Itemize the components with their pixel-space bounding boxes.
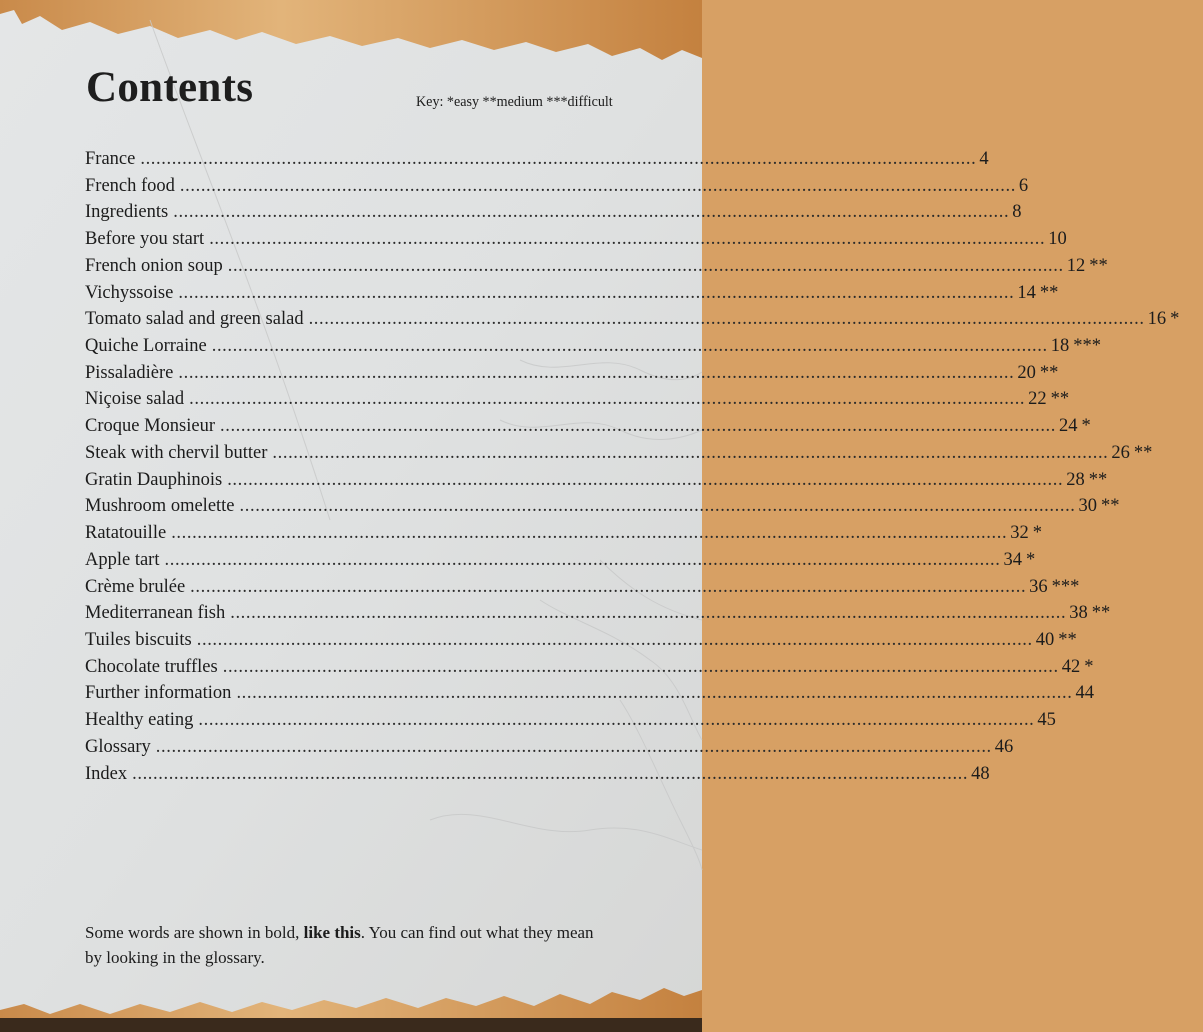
dot-leader: ................................................................................................................................................................ xyxy=(272,442,1109,463)
toc-entry-page: 20 xyxy=(1017,362,1036,383)
toc-entry[interactable] xyxy=(85,467,1108,494)
toc-entry-title: Tuiles biscuits xyxy=(85,629,192,650)
toc-entry-title: Crème brulée xyxy=(85,576,186,597)
toc-entry-page: 24 xyxy=(1059,416,1078,437)
toc-entry[interactable] xyxy=(85,440,1153,467)
dot-leader: ................................................................................................................................................................ xyxy=(222,656,1059,677)
toc-entry-title: Glossary xyxy=(85,736,151,757)
toc-entry-page: 38 xyxy=(1069,603,1088,624)
dot-leader: ................................................................................................................................................................ xyxy=(178,362,1015,383)
toc-entry[interactable] xyxy=(85,333,1101,360)
toc-entry-page: 12 xyxy=(1066,255,1086,276)
toc-entry[interactable] xyxy=(85,734,1014,761)
toc-entry-title: Mushroom omelette xyxy=(85,496,235,517)
toc-entry-page: 4 xyxy=(979,149,989,169)
toc-entry-difficulty: ** xyxy=(1039,362,1059,383)
glossary-note-text: Some words are shown in bold, xyxy=(85,923,304,942)
toc-entry[interactable] xyxy=(85,574,1080,601)
toc-entry-title: Mediterranean fish xyxy=(85,603,226,624)
dot-leader: ................................................................................................................................................................ xyxy=(196,629,1033,650)
dot-leader: ................................................................................................................................................................ xyxy=(236,683,1073,704)
toc-entry-title: Gratin Dauphinois xyxy=(85,469,223,490)
dot-leader: ................................................................................................................................................................ xyxy=(211,336,1048,357)
toc-entry-difficulty: * xyxy=(1081,416,1091,437)
toc-entry-page: 10 xyxy=(1048,229,1067,250)
toc-entry-page: 30 xyxy=(1078,496,1098,517)
toc-entry-difficulty: ** xyxy=(1058,629,1077,650)
dot-leader: ................................................................................................................................................................ xyxy=(132,763,969,784)
toc-entry-difficulty: ** xyxy=(1089,255,1108,276)
toc-entry-difficulty: * xyxy=(1170,309,1180,330)
toc-entry-page: 42 xyxy=(1061,656,1081,677)
toc-entry-page: 28 xyxy=(1066,469,1085,490)
toc-entry-title: Vichyssoise xyxy=(85,282,174,303)
page-title: Contents xyxy=(86,64,254,111)
toc-entry-difficulty: ** xyxy=(1050,389,1070,410)
toc-entry-difficulty: ** xyxy=(1133,442,1153,463)
toc-entry-difficulty: * xyxy=(1026,549,1036,570)
table-of-contents xyxy=(85,146,1180,787)
toc-entry-page: 8 xyxy=(1012,202,1022,223)
difficulty-key: Key: *easy **medium ***difficult xyxy=(416,94,613,110)
glossary-note-text-end: . You can find out what they mean by looking in the glossary. xyxy=(85,923,594,967)
glossary-note xyxy=(85,920,595,970)
toc-entry[interactable] xyxy=(85,761,990,788)
toc-entry-title: Ingredients xyxy=(85,202,169,223)
toc-entry-page: 48 xyxy=(971,763,990,784)
dot-leader: ................................................................................................................................................................ xyxy=(173,202,1010,223)
toc-entry-page: 26 xyxy=(1111,442,1130,463)
dot-leader: ................................................................................................................................................................ xyxy=(155,736,992,757)
dot-leader: ................................................................................................................................................................ xyxy=(164,549,1001,570)
dot-leader: ................................................................................................................................................................ xyxy=(171,523,1008,544)
toc-entry-page: 45 xyxy=(1037,710,1056,731)
toc-entry[interactable] xyxy=(85,680,1094,707)
toc-entry-title: French onion soup xyxy=(85,255,223,276)
toc-entry-page: 34 xyxy=(1003,549,1022,570)
toc-entry-title: France xyxy=(85,149,136,169)
dot-leader: ................................................................................................................................................................ xyxy=(227,469,1064,490)
toc-entry[interactable] xyxy=(85,600,1111,627)
toc-entry-difficulty: ** xyxy=(1091,603,1111,624)
toc-entry-title: Apple tart xyxy=(85,549,160,570)
toc-entry-page: 44 xyxy=(1075,683,1094,704)
toc-entry-title: Chocolate truffles xyxy=(85,656,218,677)
dot-leader: ................................................................................................................................................................ xyxy=(189,389,1026,410)
toc-entry[interactable] xyxy=(85,253,1108,280)
toc-entry-title: French food xyxy=(85,175,175,196)
toc-entry-difficulty: * xyxy=(1084,656,1094,677)
dot-leader: ................................................................................................................................................................ xyxy=(179,175,1016,196)
toc-entry[interactable] xyxy=(85,627,1077,654)
toc-entry[interactable] xyxy=(85,413,1091,440)
toc-entry[interactable] xyxy=(85,226,1067,253)
toc-entry[interactable] xyxy=(85,280,1059,307)
toc-entry-page: 36 xyxy=(1029,576,1048,597)
toc-entry-title: Tomato salad and green salad xyxy=(85,309,304,330)
toc-entry[interactable] xyxy=(85,360,1059,387)
dot-leader: ................................................................................................................................................................ xyxy=(198,710,1035,731)
dot-leader: ................................................................................................................................................................ xyxy=(190,576,1027,597)
toc-entry[interactable] xyxy=(85,173,1029,200)
toc-entry[interactable] xyxy=(85,654,1094,681)
toc-entry[interactable] xyxy=(85,707,1056,734)
dot-leader: ................................................................................................................................................................ xyxy=(140,149,977,169)
toc-entry-page: 18 xyxy=(1050,336,1070,357)
bottom-shadow xyxy=(0,1018,702,1032)
glossary-note-bold-example: like this xyxy=(303,923,361,942)
toc-entry[interactable] xyxy=(85,547,1036,574)
toc-entry-title: Niçoise salad xyxy=(85,389,185,410)
toc-entry-title: Quiche Lorraine xyxy=(85,336,207,357)
toc-entry-difficulty: * xyxy=(1032,523,1042,544)
toc-entry[interactable] xyxy=(85,386,1070,413)
toc-entry[interactable] xyxy=(85,306,1180,333)
toc-entry[interactable] xyxy=(85,520,1042,547)
toc-entry-difficulty: *** xyxy=(1073,336,1101,357)
toc-entry-page: 16 xyxy=(1147,309,1167,330)
dot-leader: ................................................................................................................................................................ xyxy=(178,282,1015,303)
toc-entry-title: Before you start xyxy=(85,229,205,250)
toc-entry-title: Ratatouille xyxy=(85,523,167,544)
toc-entry-page: 6 xyxy=(1018,175,1029,196)
dot-leader: ................................................................................................................................................................ xyxy=(227,255,1064,276)
dot-leader: ................................................................................................................................................................ xyxy=(230,603,1067,624)
toc-entry-title: Healthy eating xyxy=(85,710,194,731)
toc-entry-title: Pissaladière xyxy=(85,362,174,383)
dot-leader: ................................................................................................................................................................ xyxy=(220,416,1056,437)
toc-entry-page: 32 xyxy=(1010,523,1029,544)
toc-entry-title: Steak with chervil butter xyxy=(85,442,268,463)
toc-entry[interactable] xyxy=(85,146,989,173)
toc-entry-difficulty: ** xyxy=(1101,496,1120,517)
toc-entry[interactable] xyxy=(85,493,1120,520)
toc-entry-title: Further information xyxy=(85,683,232,704)
toc-entry-title: Croque Monsieur xyxy=(85,416,215,437)
dot-leader: ................................................................................................................................................................ xyxy=(308,309,1145,330)
dot-leader: ................................................................................................................................................................ xyxy=(239,496,1076,517)
toc-entry-page: 40 xyxy=(1035,629,1055,650)
toc-entry-page: 14 xyxy=(1017,282,1036,303)
toc-entry-title: Index xyxy=(85,763,128,784)
toc-entry[interactable] xyxy=(85,199,1022,226)
toc-entry-page: 46 xyxy=(994,736,1014,757)
toc-entry-difficulty: *** xyxy=(1051,576,1080,597)
dot-leader: ................................................................................................................................................................ xyxy=(209,229,1046,250)
toc-entry-page: 22 xyxy=(1028,389,1047,410)
toc-entry-difficulty: ** xyxy=(1088,469,1108,490)
toc-entry-difficulty: ** xyxy=(1039,282,1059,303)
